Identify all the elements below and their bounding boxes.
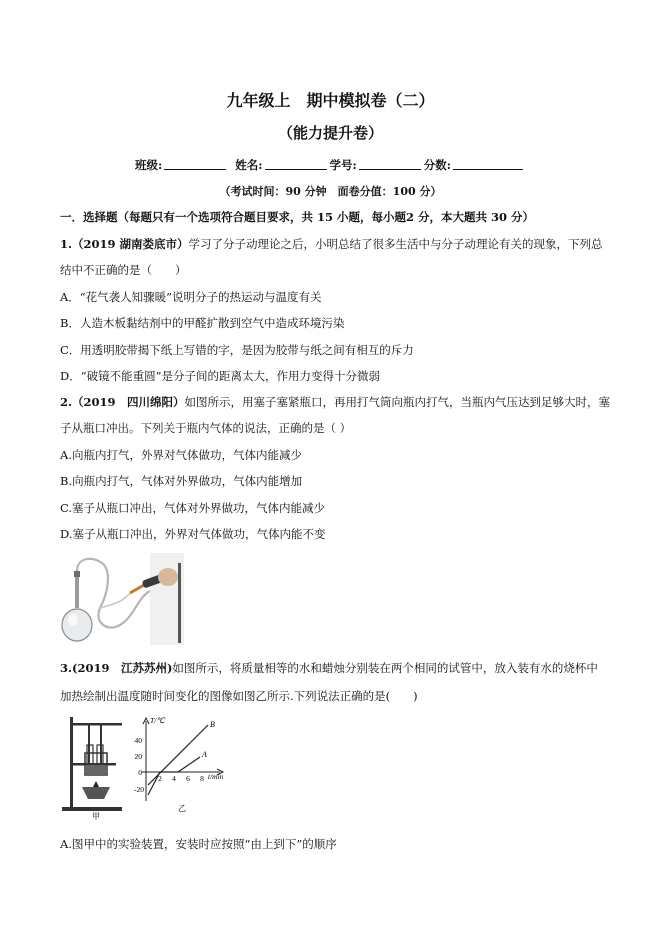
- q1-option-a: A．“花气袭人知骤暖”说明分子的热运动与温度有关: [60, 290, 322, 304]
- q2-stem-line1: [60, 394, 610, 410]
- class-blank: [164, 159, 226, 170]
- curve-b-label: B: [210, 720, 215, 729]
- exam-time-info: （考试时间：90 分钟 面卷分值：100 分）: [219, 185, 442, 198]
- q1-stem-line1: [60, 236, 603, 252]
- q1-option-d: D．“破镜不能重圆”是分子间的距离太大，作用力变得十分微弱: [60, 369, 380, 383]
- q1-stem-text: 学习了分子动理论之后，小明总结了很多生活中与分子动理论有关的现象，下列总: [188, 237, 603, 251]
- q2-option-a: A.向瓶内打气，外界对气体做功，气体内能减少: [60, 448, 302, 462]
- temperature-graph: [142, 718, 223, 801]
- id-blank: [359, 159, 421, 170]
- caption-jia: 甲: [92, 812, 100, 821]
- q3-stem-line1: [60, 660, 598, 676]
- q1-stem-line2: 结中不正确的是（ ）: [60, 263, 187, 277]
- exam-subtitle: （能力提升卷）: [277, 124, 383, 142]
- q2-number: 2.: [60, 395, 73, 409]
- name-label: 姓名:: [235, 158, 263, 172]
- q3-option-a: A.图甲中的实验装置，安装时应按照“由上到下”的顺序: [60, 837, 337, 851]
- y-tick-neg20: -20: [134, 785, 144, 794]
- q3-stem-line2: 加热绘制出温度随时间变化的图像如图乙所示.下列说法正确的是( ): [60, 689, 418, 703]
- flask-stopper: [74, 571, 80, 577]
- y-tick-20: 20: [134, 752, 142, 761]
- q1-option-b: B．人造木板黏结剂中的甲醛扩散到空气中造成环境污染: [60, 316, 345, 330]
- q2-source: （2019 四川绵阳）: [72, 395, 185, 409]
- y-axis-label: T/℃: [150, 716, 165, 725]
- name-blank: [265, 159, 327, 170]
- q2-stem-line2: 子从瓶口冲出。下列关于瓶内气体的说法，正确的是（ ）: [60, 421, 352, 435]
- q2-stem-text: 如图所示，用塞子塞紧瓶口，再用打气筒向瓶内打气，当瓶内气压达到足够大时，塞: [184, 395, 611, 409]
- section-heading: 一．选择题（每题只有一个选项符合题目要求，共 15 小题，每小题2 分，本大题共 30 分）: [60, 210, 535, 224]
- caption-yi: 乙: [178, 804, 186, 813]
- q1-number: 1.: [60, 237, 73, 251]
- x-tick-2: 2: [158, 774, 162, 783]
- q2-option-d: D.塞子从瓶口冲出，外界对气体做功，气体内能不变: [60, 527, 326, 541]
- hand: [158, 568, 178, 586]
- q3-source: (2019 江苏苏州): [72, 661, 173, 675]
- x-axis-label: t/min: [208, 772, 224, 781]
- class-label: 班级:: [135, 158, 163, 172]
- score-label: 分数:: [423, 158, 451, 172]
- flask-body: [62, 609, 92, 641]
- q3-stem-text: 如图所示，将质量相等的水和蜡烛分别装在两个相同的试管中，放入装有水的烧杯中: [172, 661, 598, 675]
- q1-source: （2019 湖南娄底市）: [72, 237, 189, 251]
- flask-pump-figure: [60, 553, 184, 645]
- x-tick-8: 8: [200, 774, 204, 783]
- exam-title: 九年级上 期中模拟卷（二）: [226, 91, 435, 110]
- id-label: 学号:: [329, 158, 357, 172]
- heating-experiment-figure: [60, 715, 226, 821]
- q3-number: 3.: [60, 661, 73, 675]
- curve-a-label: A: [202, 750, 207, 759]
- q1-option-c: C．用透明胶带揭下纸上写错的字，是因为胶带与纸之间有相互的斥力: [60, 343, 414, 357]
- y-tick-0: 0: [138, 768, 142, 777]
- x-tick-4: 4: [172, 774, 176, 783]
- y-tick-40: 40: [134, 736, 142, 745]
- score-blank: [453, 159, 523, 170]
- q2-option-b: B.向瓶内打气，气体对外界做功，气体内能增加: [60, 474, 303, 488]
- x-tick-6: 6: [186, 774, 190, 783]
- curve-b: [148, 725, 208, 785]
- student-info-row: [0, 157, 661, 173]
- q2-option-c: C.塞子从瓶口冲出，气体对外界做功，气体内能减少: [60, 501, 326, 515]
- apparatus-drawing: [62, 717, 122, 811]
